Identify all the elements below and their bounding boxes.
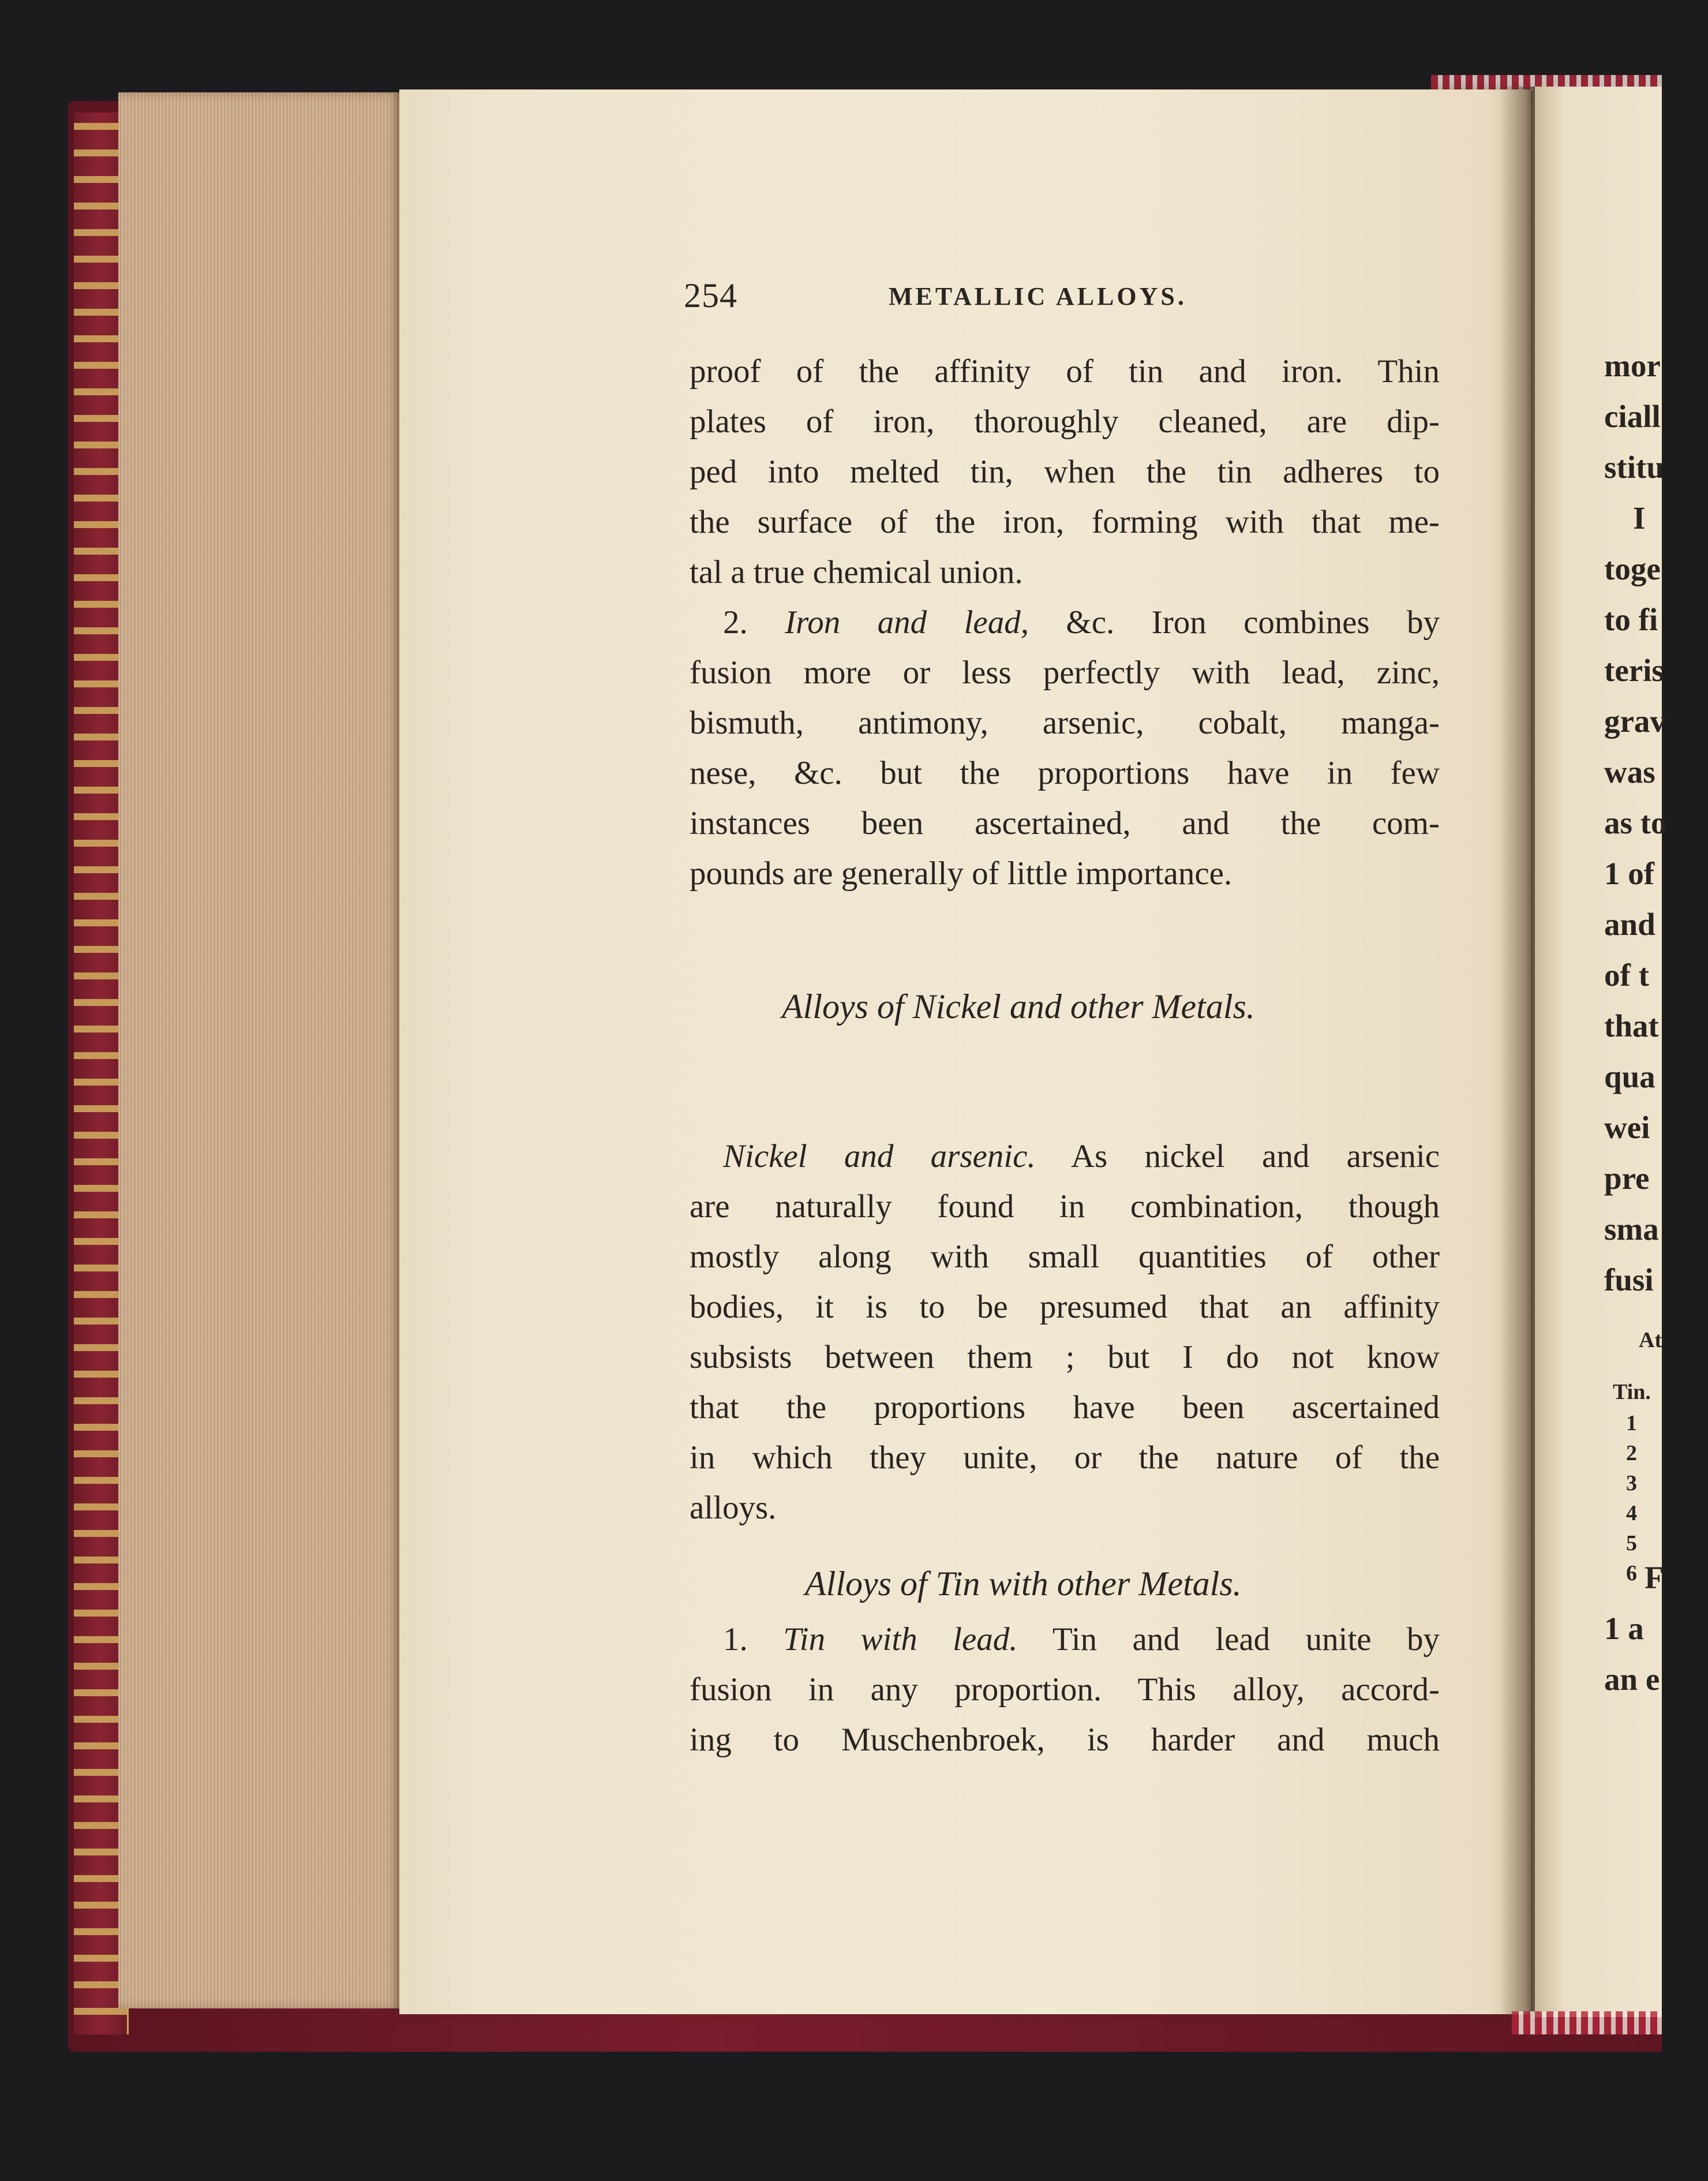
text-line: instances been ascertained, and the com- bbox=[690, 805, 1440, 841]
text-fragment: mor bbox=[1604, 348, 1661, 383]
item-lead: Iron and lead, bbox=[785, 604, 1029, 641]
text-fragment: to fi bbox=[1604, 602, 1658, 637]
text-fragment: an e bbox=[1604, 1662, 1660, 1697]
text-line: the surface of the iron, forming with that me- bbox=[690, 504, 1440, 540]
text-line: ing to Muschenbroek, is harder and much bbox=[690, 1722, 1440, 1758]
gutter-shadow bbox=[1500, 87, 1535, 2017]
running-title: METALLIC ALLOYS. bbox=[889, 282, 1187, 310]
text-line: mostly along with small quantities of other bbox=[690, 1239, 1440, 1275]
text-fragment: stitu bbox=[1604, 450, 1664, 485]
item-lead-rest: As nickel and arsenic bbox=[1035, 1138, 1440, 1174]
text-fragment: pre bbox=[1604, 1161, 1650, 1196]
table-cell: 2 bbox=[1626, 1441, 1637, 1465]
text-line: ped into melted tin, when the tin adheres to bbox=[690, 454, 1440, 490]
text-fragment: teris bbox=[1604, 653, 1664, 688]
text-line: plates of iron, thoroughly cleaned, are dip- bbox=[690, 403, 1440, 440]
item-lead: Nickel and arsenic. bbox=[723, 1138, 1036, 1174]
facing-page-text bbox=[1604, 341, 1673, 1305]
section-heading-nickel: Alloys of Nickel and other Metals. bbox=[782, 987, 1255, 1026]
table-cell: 5 bbox=[1626, 1531, 1637, 1555]
text-fragment: was bbox=[1604, 754, 1655, 790]
page-number: 254 bbox=[684, 276, 737, 315]
text-fragment: ciall bbox=[1604, 399, 1661, 434]
item-number: 1. bbox=[723, 1621, 748, 1658]
text-line: bodies, it is to be presumed that an affinity bbox=[690, 1289, 1440, 1325]
text-line: in which they unite, or the nature of the bbox=[690, 1439, 1440, 1476]
text-fragment: and bbox=[1604, 907, 1655, 942]
text-line: pounds are generally of little importance. bbox=[690, 855, 1233, 892]
text-line: that the proportions have been ascertained bbox=[690, 1389, 1440, 1426]
text-line: fusion in any proportion. This alloy, accord- bbox=[690, 1671, 1440, 1708]
section-heading-tin: Alloys of Tin with other Metals. bbox=[805, 1565, 1242, 1603]
facing-table-header: At bbox=[1639, 1328, 1662, 1352]
text-line: proof of the affinity of tin and iron. Thin bbox=[690, 353, 1440, 390]
item-number: 2. bbox=[723, 604, 748, 641]
facing-table-column: Tin. bbox=[1613, 1380, 1651, 1404]
item-lead-rest: &c. Iron combines by bbox=[1028, 604, 1440, 641]
text-fragment: 1 a bbox=[1604, 1611, 1644, 1646]
paragraph-nickel-arsenic bbox=[690, 1131, 1440, 1533]
table-cell: 4 bbox=[1626, 1501, 1637, 1525]
item-lead-rest: Tin and lead unite by bbox=[1017, 1621, 1440, 1658]
paragraph-iron-lead bbox=[690, 597, 1440, 899]
text-fragment: F bbox=[1645, 1560, 1664, 1595]
text-fragment: that bbox=[1604, 1008, 1659, 1043]
text-line: subsists between them ; but I do not know bbox=[690, 1339, 1440, 1375]
table-cell: 1 bbox=[1626, 1411, 1637, 1435]
text-fragment: as to bbox=[1604, 805, 1667, 840]
text-fragment: toge bbox=[1604, 551, 1661, 586]
text-line: are naturally found in combination, though bbox=[690, 1188, 1440, 1225]
text-line: nese, &c. but the proportions have in few bbox=[690, 755, 1440, 791]
text-fragment: qua bbox=[1604, 1059, 1655, 1094]
page-edges bbox=[118, 92, 404, 2008]
text-fragment: 1 of bbox=[1604, 856, 1655, 891]
text-line bbox=[690, 1614, 1440, 1664]
text-fragment: sma bbox=[1604, 1211, 1659, 1247]
text-line: bismuth, antimony, arsenic, cobalt, manga- bbox=[690, 705, 1440, 741]
text-fragment: wei bbox=[1604, 1110, 1650, 1145]
paragraph-tin-lead bbox=[690, 1564, 1440, 1765]
table-cell: 3 bbox=[1626, 1471, 1637, 1495]
text-line: fusion more or less perfectly with lead, zinc, bbox=[690, 654, 1440, 691]
headband-bottom bbox=[1512, 2011, 1662, 2034]
facing-page-text-bottom bbox=[1604, 1552, 1673, 1705]
text-line bbox=[690, 1131, 1440, 1181]
text-fragment: fusi bbox=[1604, 1262, 1654, 1297]
item-lead: Tin with lead. bbox=[783, 1621, 1018, 1658]
table-cell: 6 bbox=[1626, 1561, 1637, 1585]
text-fragment: I bbox=[1633, 500, 1646, 536]
text-line bbox=[690, 597, 1440, 648]
paragraph-continuation bbox=[690, 346, 1440, 597]
text-fragment: of t bbox=[1604, 957, 1649, 993]
text-fragment: grav bbox=[1604, 704, 1666, 739]
text-line: alloys. bbox=[690, 1490, 777, 1526]
running-head bbox=[684, 276, 1445, 322]
text-line: tal a true chemical union. bbox=[690, 554, 1023, 590]
